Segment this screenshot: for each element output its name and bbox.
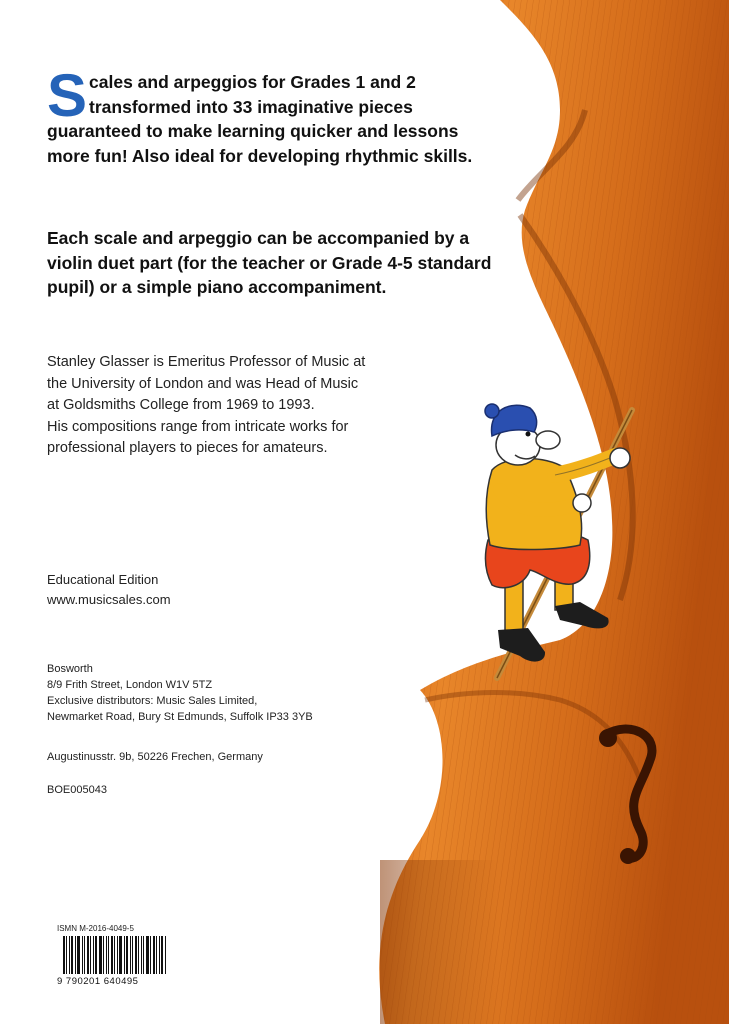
edition-name: Educational Edition [47,572,159,587]
barcode-bar [84,936,85,974]
publisher-website: www.musicsales.com [47,592,171,607]
description-paragraph-1 [47,62,487,168]
barcode-bar [159,936,160,974]
germany-address [47,749,263,765]
publisher-line: Exclusive distributors: Music Sales Limited, [47,695,258,707]
germany-address-line: Augustinusstr. 9b, 50226 Frechen, Germany [47,751,263,763]
barcode-bar [103,936,104,974]
barcode-bar [132,936,133,974]
barcode-bar [75,936,76,974]
barcode-bars [63,936,167,974]
barcode-bar [90,936,91,974]
edition-block [47,570,171,610]
drop-cap-letter: S [47,62,88,129]
publisher-line: Newmarket Road, Bury St Edmunds, Suffolk IP33 3YB [47,711,313,723]
barcode-bar [71,936,73,974]
barcode-bar [130,936,131,974]
barcode-bar [156,936,157,974]
publisher-address [47,661,313,725]
barcode-bar [119,936,122,974]
author-bio-line: the University of London and was Head of Music [47,375,359,392]
barcode-bar [77,936,80,974]
ismn-number: ISMN M-2016-4049-5 [57,924,134,933]
barcode-bar [111,936,113,974]
barcode-bar [141,936,142,974]
barcode-bar [150,936,151,974]
publisher-line: 8/9 Frith Street, London W1V 5TZ [47,679,213,691]
barcode-bar [106,936,107,974]
barcode-bar [138,936,139,974]
author-bio-line: professional players to pieces for amateurs. [47,440,328,456]
barcode-bar [124,936,125,974]
description-paragraph-1-text: cales and arpeggios for Grades 1 and 2 transformed into 33 imaginative pieces guaranteed to make learning quicker and lessons more fun! Also ideal for developing rhythmic skills. [47,72,473,166]
barcode-bar [161,936,163,974]
barcode [57,924,169,990]
catalog-number-text: BOE005043 [47,784,107,796]
barcode-bar [153,936,155,974]
barcode-bar [108,936,109,974]
barcode-bar [117,936,118,974]
barcode-bar [63,936,65,974]
author-bio-line: His compositions range from intricate works for [47,418,349,435]
barcode-bar [135,936,137,974]
barcode-bar [126,936,128,974]
barcode-bar [69,936,70,974]
barcode-bar [87,936,89,974]
barcode-bar [165,936,166,974]
publisher-line: Bosworth [47,663,93,675]
barcode-bar [66,936,67,974]
catalog-number [47,782,107,798]
barcode-bar [146,936,149,974]
author-bio-line: Stanley Glasser is Emeritus Professor of Music at [47,354,366,370]
barcode-digits: 9 790201 640495 [57,976,139,987]
description-paragraph-2: Each scale and arpeggio can be accompanied by a violin duet part (for the teacher or Grade 4-5 standard pupil) or a simple piano accompaniment. [47,228,492,297]
barcode-bar [95,936,97,974]
barcode-bar [114,936,115,974]
barcode-bar [99,936,102,974]
author-bio-line: at Goldsmiths College from 1969 to 1993. [47,397,315,413]
barcode-bar [93,936,94,974]
author-bio [47,352,477,460]
barcode-bar [82,936,83,974]
barcode-bar [143,936,144,974]
